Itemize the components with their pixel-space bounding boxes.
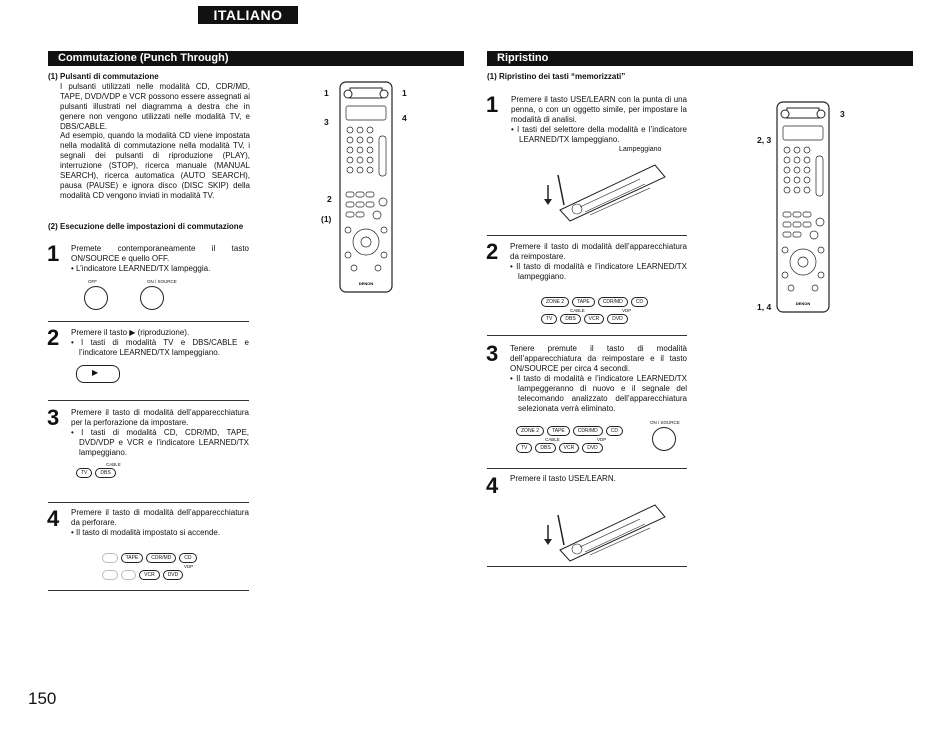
tv-key: TV	[516, 443, 532, 453]
tv-key: TV	[76, 468, 92, 478]
zone2-key: ZONE 2	[541, 297, 569, 307]
remote-control-figure	[336, 80, 396, 295]
cd-key: CD	[606, 426, 623, 436]
step-divider	[48, 321, 249, 322]
step-number: 1	[47, 241, 60, 266]
step-divider	[487, 468, 687, 469]
subheading-2: (2) Esecuzione delle impostazioni di commutazione	[48, 222, 244, 231]
step-text: Tenere premute il tasto di modalità dell’apparecchiatura da reimpostare e il tasto ON/SOURCE per circa 4 secondi. • Il tasto di modalità e l’indicatore LEARNED/TX lampeggeranno di nuovo e il segnale del telecomando analizzato dell’apparecchiatura selezionata verrà eliminato.	[510, 344, 687, 413]
mode-keys-figure-top	[516, 426, 623, 436]
tape-key: TAPE	[121, 553, 144, 563]
mode-keys-figure-top	[541, 297, 648, 307]
fig-label-vdp: VDP	[597, 437, 607, 442]
step-text: Premere il tasto USE/LEARN con la punta di una penna, o con un oggetto simile, per impostare la modalità di analisi. • I tasti del selettore della modalità e l’indicatore LEARNED/TX lampeggiano.	[511, 95, 687, 144]
callout-label: 3	[324, 117, 329, 127]
callout-label: (1)	[321, 214, 332, 224]
svg-text:DENON: DENON	[795, 301, 811, 306]
on-source-button-figure	[652, 427, 676, 451]
cdr-md-key: CDR/MD	[146, 553, 176, 563]
callout-label: 1	[324, 88, 329, 98]
callout-label: 2, 3	[757, 135, 772, 145]
callout-label: 1, 4	[757, 302, 772, 312]
dbs-key: DBS	[95, 468, 115, 478]
fig-label-cable: CABLE	[545, 437, 560, 442]
dbs-key: DBS	[560, 314, 580, 324]
tape-key: TAPE	[572, 297, 595, 307]
mode-keys-figure-bottom	[541, 314, 628, 324]
step-number: 3	[47, 405, 60, 430]
lampeggiano-label: Lampeggiano	[619, 146, 662, 153]
paragraph-1: I pulsanti utilizzati nelle modalità CD, CDR/MD, TAPE, DVD/VDP e VCR possono essere assegnati ai pulsanti illustrati nel diagramma a destra che in genere non vengono utilizzati nelle modalità TV, e DBS/CABLE.	[60, 82, 250, 131]
zone2-key: ZONE 2	[516, 426, 544, 436]
subheading-1: (1) Ripristino dei tasti “memorizzati”	[487, 72, 626, 81]
remote-angled-figure	[540, 495, 670, 565]
vcr-key: VCR	[584, 314, 605, 324]
tape-key: TAPE	[547, 426, 570, 436]
step-text: Premere il tasto di modalità dell’apparecchiatura da perforare. • Il tasto di modalità impostato si accende.	[71, 508, 249, 537]
step-number: 4	[47, 506, 60, 531]
callout-label: 1	[402, 88, 407, 98]
callout-label: 3	[840, 109, 845, 119]
step-text: Premere il tasto di modalità dell’apparecchiatura per la perforazione da impostare. • I tasti di modalità CD, CDR/MD, TAPE, DVD/VDP e VCR e l’indicatore LEARNED/TX lampeggiano.	[71, 408, 249, 457]
step-text: Premere il tasto USE/LEARN.	[510, 474, 616, 483]
cdr-md-key: CDR/MD	[598, 297, 628, 307]
fig-label-off: OFF	[88, 279, 97, 284]
ghost-key	[102, 553, 118, 563]
step-number: 2	[47, 325, 60, 350]
vcr-key: VCR	[139, 570, 160, 580]
step-divider	[48, 502, 249, 503]
subheading-1: (1) Pulsanti di commutazione	[48, 72, 159, 81]
mode-keys-figure-bottom	[102, 570, 183, 580]
step-divider	[487, 566, 687, 567]
dvd-key: DVD	[582, 443, 603, 453]
remote-control-figure	[773, 100, 833, 315]
fig-label-cable: CABLE	[570, 308, 585, 313]
section-title-punch-through: Commutazione (Punch Through)	[48, 51, 464, 66]
callout-label: 4	[402, 113, 407, 123]
mode-keys-figure-bottom	[516, 443, 603, 453]
fig-label-on-source: ON / SOURCE	[147, 279, 177, 284]
cd-key: CD	[631, 297, 648, 307]
tv-key: TV	[541, 314, 557, 324]
fig-label-on-source: ON / SOURCE	[650, 420, 680, 425]
fig-label-cable: CABLE	[106, 462, 121, 467]
dvd-key: DVD	[163, 570, 184, 580]
step-number: 4	[486, 473, 499, 498]
ghost-key	[121, 570, 137, 580]
step-text: Premere il tasto di modalità dell’apparecchiatura da reimpostare. • Il tasto di modalità e l’indicatore LEARNED/TX lampeggiano.	[510, 242, 687, 281]
on-source-button-figure	[140, 286, 164, 310]
step-divider	[487, 335, 687, 336]
paragraph-2: Ad esempio, quando la modalità CD viene impostata nella modalità di commutazione nella modalità TV, i segnali dei pulsanti di riproduzione (PLAY), interruzione (STOP), ricerca manuale (MANUAL SEARCH), ricerca automatica (AUTO SEARCH), pausa (PAUSE) e ignora disco (DISC SKIP) della modalità CD vengono inviati in modalità TV.	[60, 131, 250, 200]
step-number: 3	[486, 341, 499, 366]
step-text: Premete contemporaneamente il tasto ON/SOURCE e quello OFF. • L’indicatore LEARNED/TX lampeggia.	[71, 244, 249, 273]
cd-key: CD	[179, 553, 196, 563]
dvd-key: DVD	[607, 314, 628, 324]
vcr-key: VCR	[559, 443, 580, 453]
off-button-figure	[84, 286, 108, 310]
step-divider	[48, 590, 249, 591]
step-divider	[487, 235, 687, 236]
remote-angled-figure	[540, 155, 670, 225]
ghost-key	[102, 570, 118, 580]
callout-label: 2	[327, 194, 332, 204]
step-text: Premere il tasto ▶ (riproduzione). • I tasti di modalità TV e DBS/CABLE e l’indicatore LEARNED/TX lampeggiano.	[71, 328, 249, 357]
cdr-md-key: CDR/MD	[573, 426, 603, 436]
mode-keys-figure-top	[102, 553, 197, 563]
step-divider	[48, 400, 249, 401]
svg-text:DENON: DENON	[358, 281, 374, 286]
section-title-ripristino: Ripristino	[487, 51, 913, 66]
play-icon: ▶	[92, 368, 99, 377]
fig-label-vdp: VDP	[622, 308, 632, 313]
fig-label-vdp: VDP	[184, 564, 194, 569]
step-number: 2	[486, 239, 499, 264]
dbs-key: DBS	[535, 443, 555, 453]
mode-keys-figure	[76, 468, 116, 478]
step-number: 1	[486, 92, 499, 117]
page-number: 150	[28, 689, 57, 708]
language-tab: ITALIANO	[198, 6, 298, 24]
